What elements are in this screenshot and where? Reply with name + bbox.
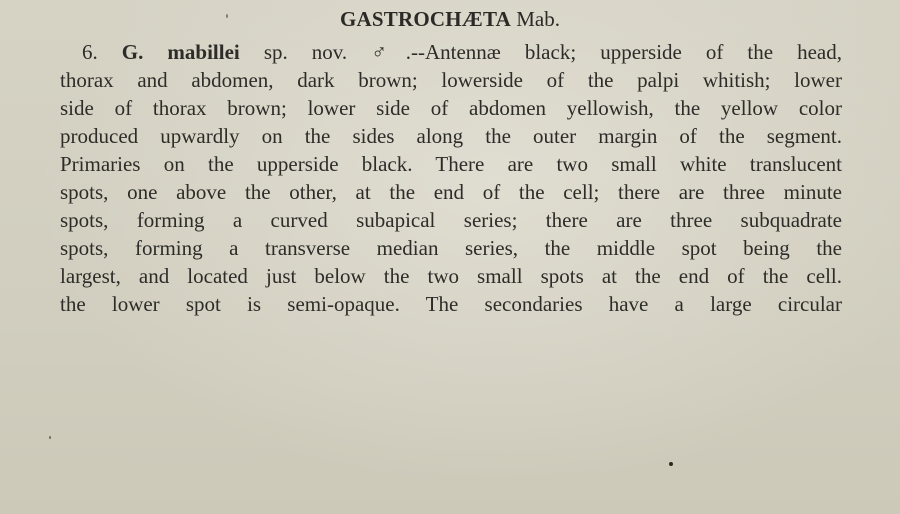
text-line-1 <box>82 38 842 66</box>
text-line-5: Primaries on the upperside black. There are two small white translucent <box>60 152 842 176</box>
line-text: sp. nov. ♂.--Antennæ black; upperside of the head, <box>263 40 843 64</box>
text-line-3: side of thorax brown; lower side of abdomen yellowish, the yellow color <box>60 96 842 120</box>
text-line-9: largest, and located just below the two small spots at the end of the cell. <box>60 264 842 288</box>
text-line-10: the lower spot is semi-opaque. The secondaries have a large circular <box>60 292 842 316</box>
genus-heading <box>0 7 900 32</box>
species-name: G. mabillei <box>121 40 240 64</box>
text-line-2: thorax and abdomen, dark brown; lowerside of the palpi whitish; lower <box>60 68 842 92</box>
entry-number: 6. <box>82 40 98 64</box>
text-line-6: spots, one above the other, at the end of the cell; there are three minute <box>60 180 842 204</box>
paper-speck <box>49 436 51 439</box>
paper-speck <box>226 14 228 18</box>
text-line-4: produced upwardly on the sides along the outer margin of the segment. <box>60 124 842 148</box>
genus-name: GASTROCHÆTA <box>340 7 511 31</box>
paper-speck <box>669 462 673 466</box>
text-line-7: spots, forming a curved subapical series; there are three subquadrate <box>60 208 842 232</box>
text-line-8: spots, forming a transverse median series, the middle spot being the <box>60 236 842 260</box>
genus-author: Mab. <box>516 7 560 31</box>
